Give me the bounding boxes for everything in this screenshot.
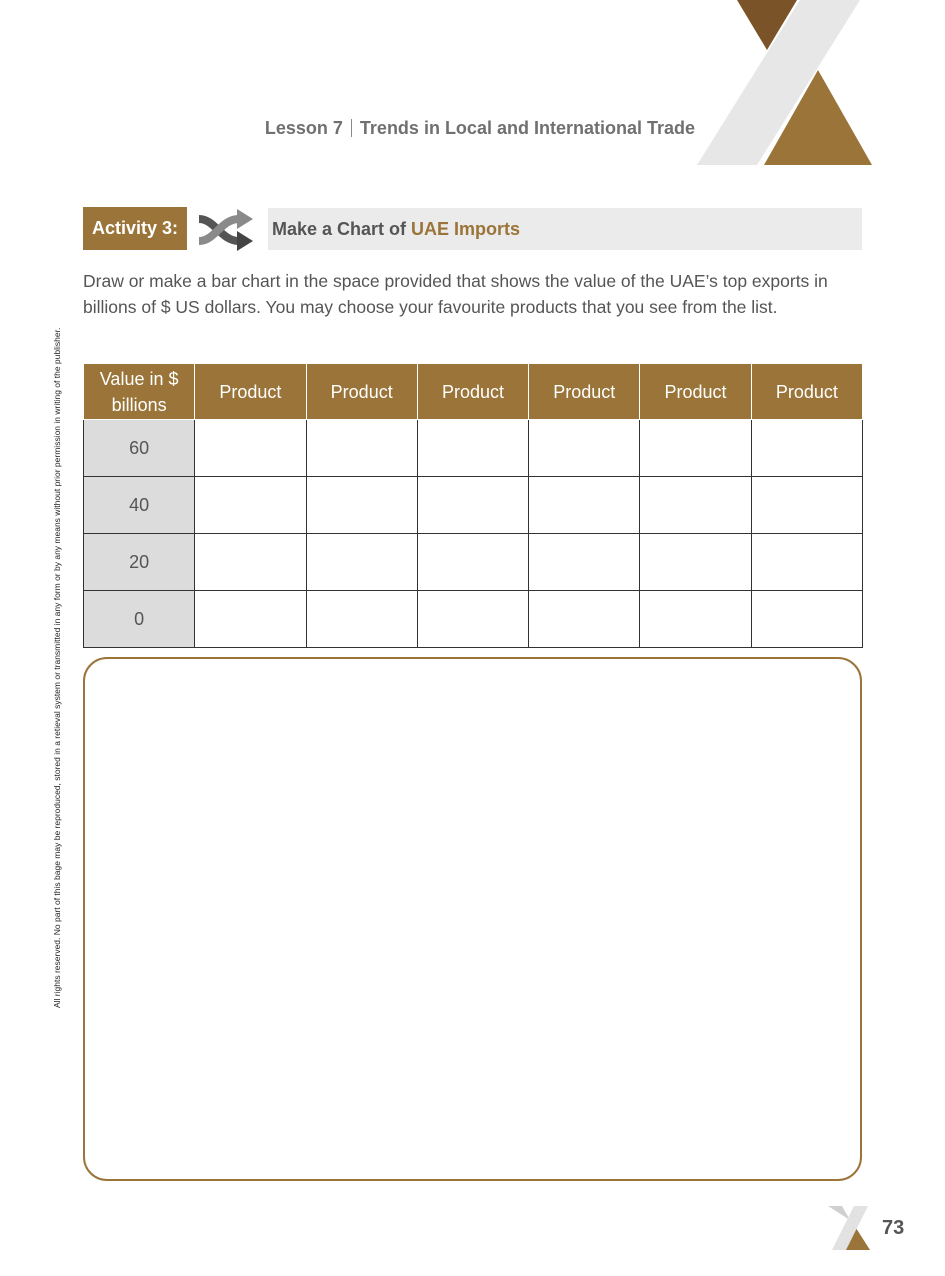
blank-cell[interactable]	[529, 534, 640, 591]
activity-title-prefix: Make a Chart of	[272, 218, 407, 239]
blank-cell[interactable]	[306, 591, 417, 648]
corner-logo-graphic	[690, 0, 880, 170]
blank-cell[interactable]	[751, 477, 862, 534]
blank-cell[interactable]	[417, 477, 528, 534]
page-number: 73	[882, 1217, 905, 1239]
blank-cell[interactable]	[751, 591, 862, 648]
value-cell: 40	[84, 477, 195, 534]
product-header: Product	[529, 364, 640, 420]
activity-title-highlight: UAE Imports	[411, 218, 521, 239]
activity-bar	[83, 207, 862, 251]
chart-value-table	[83, 363, 863, 648]
value-cell: 0	[84, 591, 195, 648]
table-row	[84, 591, 863, 648]
blank-cell[interactable]	[195, 477, 306, 534]
blank-cell[interactable]	[195, 591, 306, 648]
copyright-notice: All rights reserved. No part of this bage may be reproduced, stored in a retieval system or transmitted in any form or by any means without prior permission in writing of the publisher.	[52, 327, 62, 1008]
blank-cell[interactable]	[306, 477, 417, 534]
header-divider	[351, 119, 352, 137]
activity-title	[268, 208, 862, 250]
drawing-area[interactable]	[83, 657, 862, 1181]
blank-cell[interactable]	[306, 534, 417, 591]
instructions-text: Draw or make a bar chart in the space provided that shows the value of the UAE’s top exports in billions of $ US dollars. You may choose your favourite products that you see from the list.	[83, 271, 828, 317]
blank-cell[interactable]	[306, 420, 417, 477]
table-header-row	[84, 364, 863, 420]
blank-cell[interactable]	[529, 420, 640, 477]
footer-logo-graphic	[828, 1206, 872, 1250]
blank-cell[interactable]	[640, 420, 751, 477]
table-row	[84, 534, 863, 591]
table-row	[84, 420, 863, 477]
blank-cell[interactable]	[195, 420, 306, 477]
blank-cell[interactable]	[640, 534, 751, 591]
blank-cell[interactable]	[417, 591, 528, 648]
blank-cell[interactable]	[751, 534, 862, 591]
product-header: Product	[195, 364, 306, 420]
product-header: Product	[417, 364, 528, 420]
blank-cell[interactable]	[640, 591, 751, 648]
lesson-label: Lesson 7	[264, 118, 343, 138]
lesson-title: Trends in Local and International Trade	[359, 118, 695, 138]
activity-badge: Activity 3:	[83, 207, 187, 250]
blank-cell[interactable]	[195, 534, 306, 591]
product-header: Product	[640, 364, 751, 420]
blank-cell[interactable]	[529, 477, 640, 534]
blank-cell[interactable]	[751, 420, 862, 477]
blank-cell[interactable]	[529, 591, 640, 648]
blank-cell[interactable]	[417, 534, 528, 591]
blank-cell[interactable]	[640, 477, 751, 534]
table-row	[84, 477, 863, 534]
value-cell: 20	[84, 534, 195, 591]
blank-cell[interactable]	[417, 420, 528, 477]
lesson-header	[265, 118, 695, 139]
product-header: Product	[751, 364, 862, 420]
product-header: Product	[306, 364, 417, 420]
shuffle-arrows-icon	[195, 207, 255, 251]
value-header: Value in $ billions	[84, 364, 195, 420]
value-cell: 60	[84, 420, 195, 477]
